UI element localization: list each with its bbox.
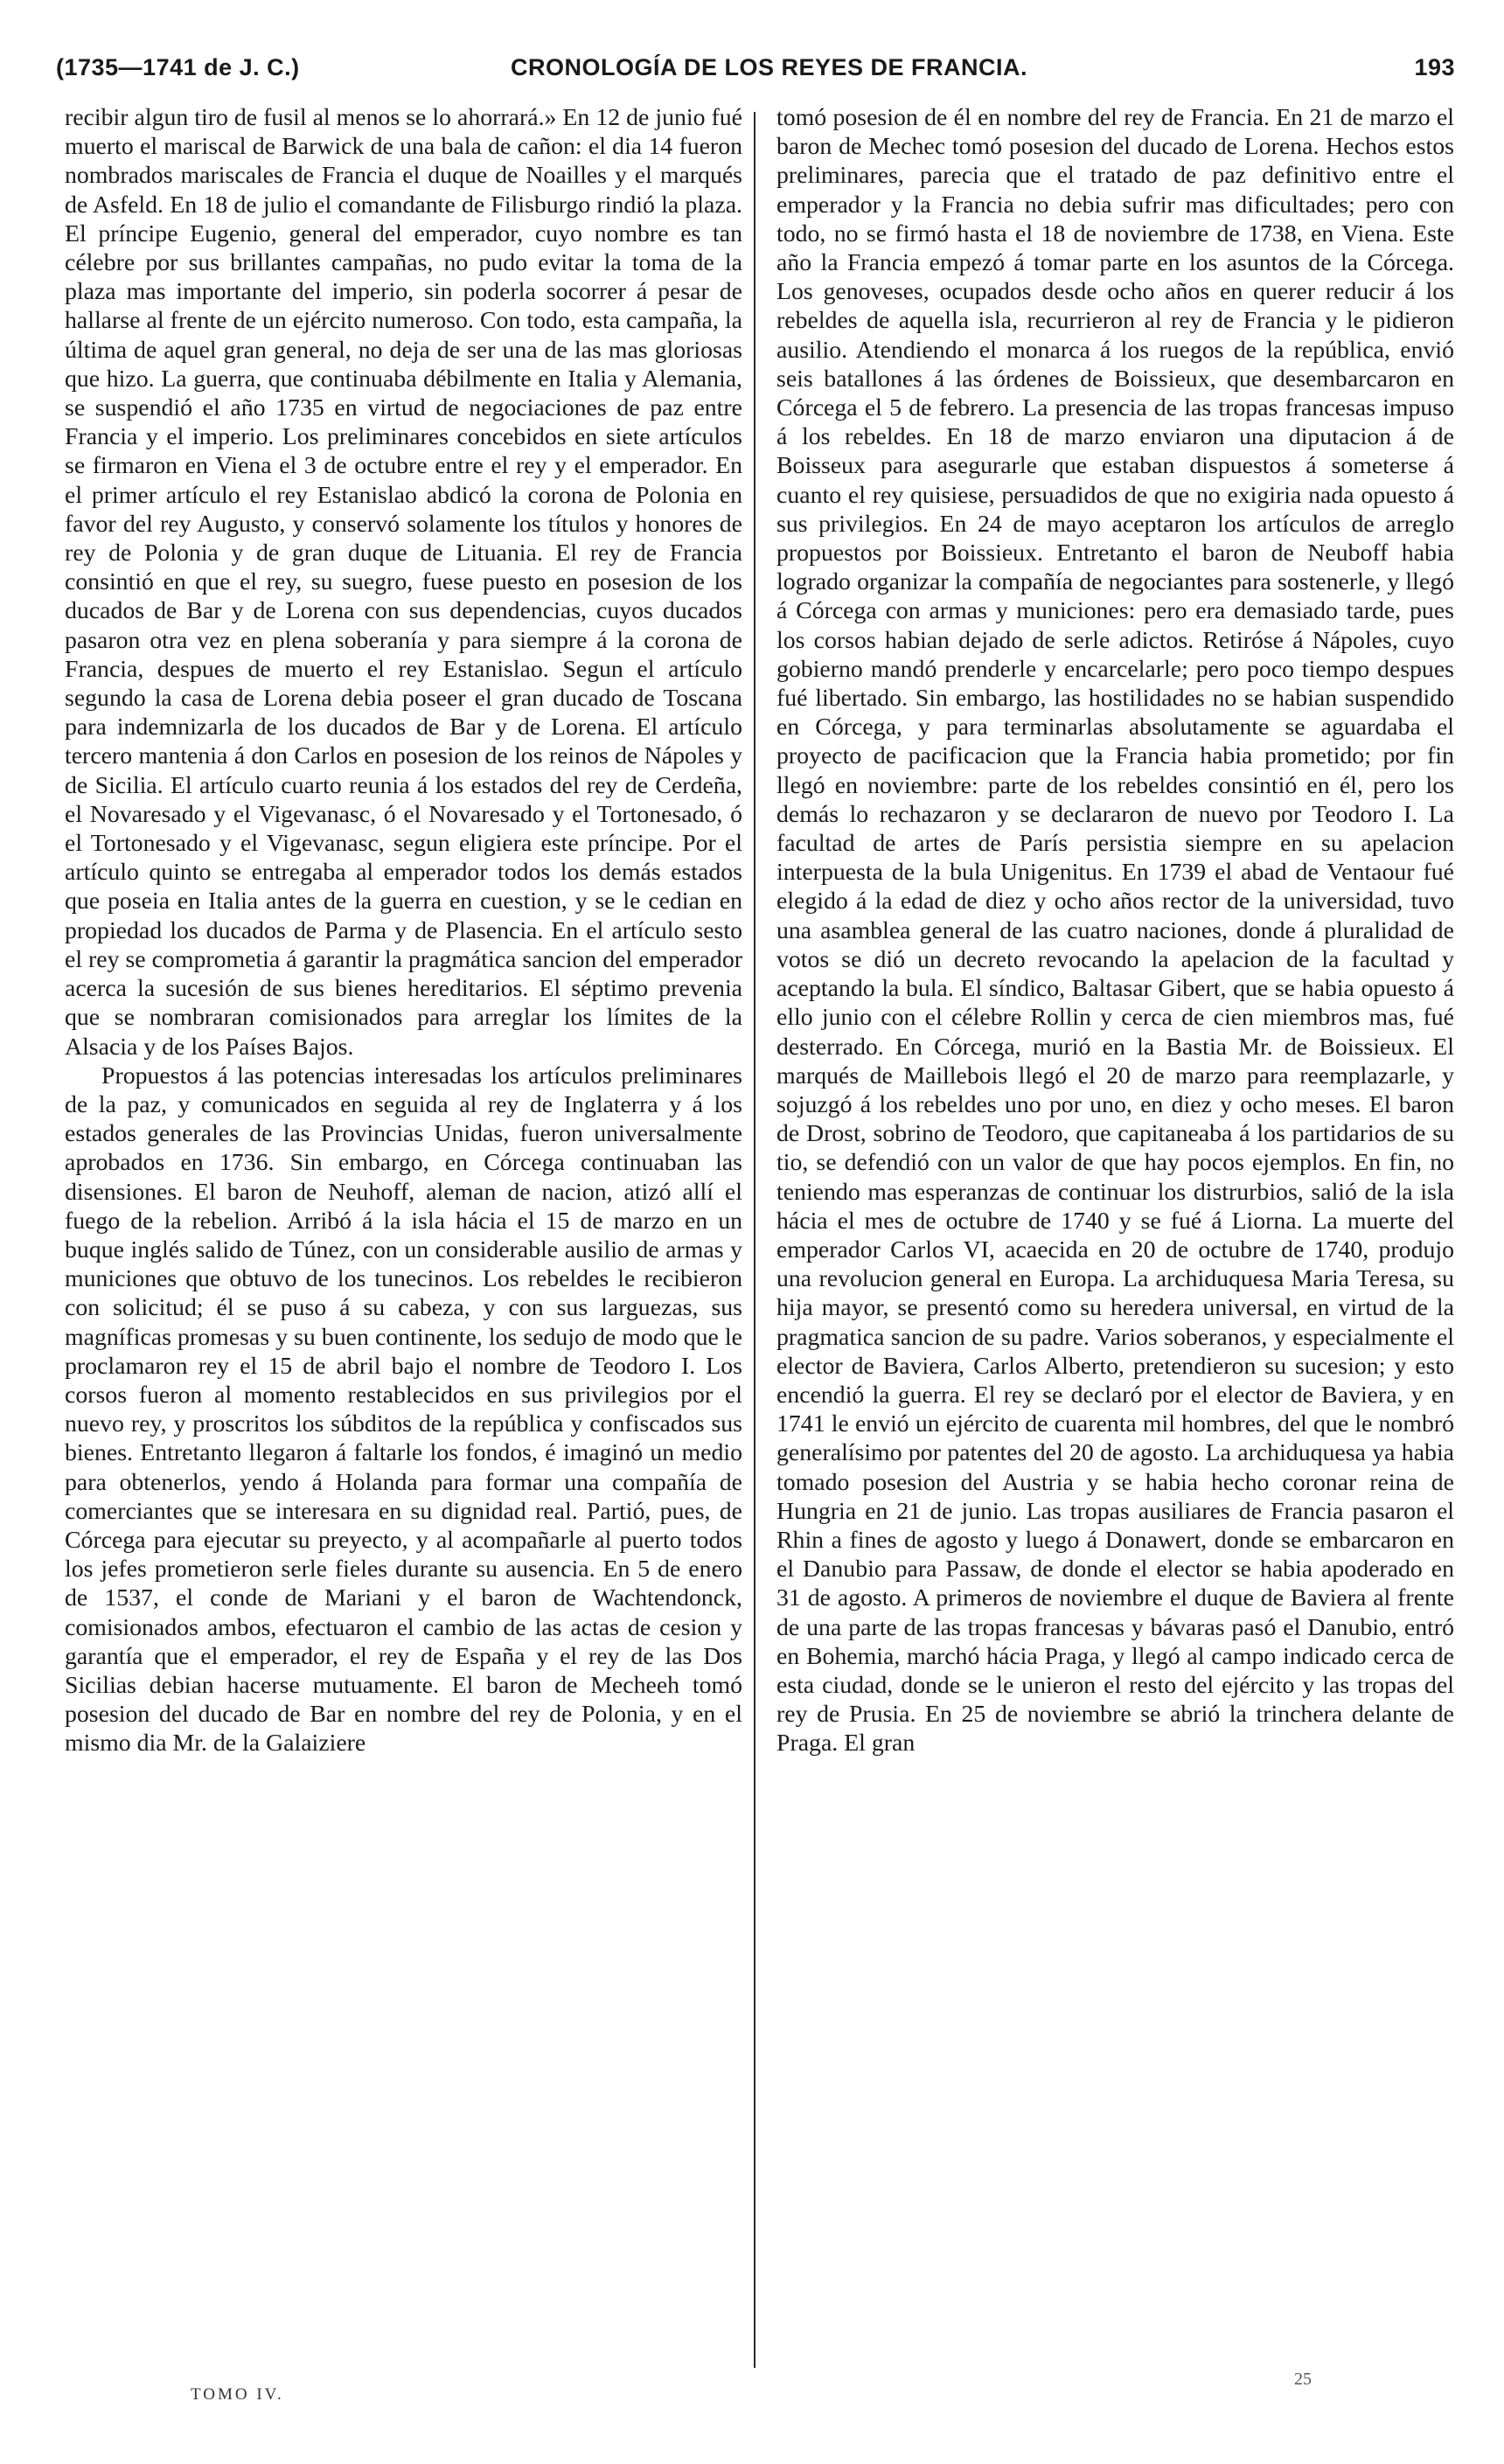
paragraph: Propuestos á las potencias interesadas los artículos preliminares de la paz, y comunicados en seguida al rey de Inglaterra y á los estados generales de las Provincias Unidas, fueron universalmente aprobados en 1736. Sin embargo, en Córcega continuaban las disensiones. El baron de Neuhoff, aleman de nacion, atizó allí el fuego de la rebelion. Arribó á la isla hácia el 15 de marzo en un buque inglés salido de Túnez, con un considerable ausilio de armas y municiones que obtuvo de los tunecinos. Los rebeldes le recibieron con solicitud; él se puso á su cabeza, y con sus larguezas, sus magníficas promesas y su buen continente, los sedujo de modo que le proclamaron rey el 15 de abril bajo el nombre de Teodoro I. Los corsos fueron al momento restablecidos en sus privilegios por el nuevo rey, y proscritos los súbditos de la república y confiscados sus bienes. Entretanto llegaron á faltarle los fondos, é imaginó un medio para obtenerlos, yendo á Holanda para formar una compañía de comerciantes que se interesara en su dignidad real. Partió, pues, de Córcega para ejecutar su preyecto, y al acompañarle al puerto todos los jefes prometieron serle fieles durante su ausencia. En 5 de enero de 1537, el conde de Mariani y el baron de Wachtendonck, comisionados ambos, efectuaron el cambio de las actas de cesion y garantía que el emperador, el rey de España y el rey de las Dos Sicilias debian hacerse mutuamente. El baron de Mecheeh tomó posesion del ducado de Bar en nombre del rey de Polonia, y en el mismo dia Mr. de la Galaiziere: [65, 1061, 742, 1758]
column-divider: [754, 112, 755, 2368]
header-title: CRONOLOGÍA DE LOS REYES DE FRANCIA.: [511, 54, 1028, 80]
right-column: [776, 103, 1454, 2377]
signature-mark: 25: [1294, 2370, 1312, 2389]
volume-label: TOMO IV.: [191, 2385, 284, 2404]
paragraph: recibir algun tiro de fusil al menos se lo ahorrará.» En 12 de junio fué muerto el mariscal de Barwick de una bala de cañon: el dia 14 fueron nombrados mariscales de Francia el duque de Noailles y el marqués de Asfeld. En 18 de julio el comandante de Filisburgo rindió la plaza. El príncipe Eugenio, general del emperador, cuyo nombre es tan célebre por sus brillantes campañas, no pudo evitar la toma de la plaza mas importante del imperio, sin poderla socorrer á pesar de hallarse al frente de un ejército numeroso. Con todo, esta campaña, la última de aquel gran general, no deja de ser una de las mas gloriosas que hizo. La guerra, que continuaba débilmente en Italia y Alemania, se suspendió el año 1735 en virtud de negociaciones de paz entre Francia y el imperio. Los preliminares concebidos en siete artículos se firmaron en Viena el 3 de octubre entre el rey y el emperador. En el primer artículo el rey Estanislao abdicó la corona de Polonia en favor del rey Augusto, y conservó solamente los títulos y honores de rey de Polonia y de gran duque de Lituania. El rey de Francia consintió en que el rey, su suegro, fuese puesto en posesion de los ducados de Bar y de Lorena con sus dependencias, cuyos ducados pasaron otra vez en plena soberanía y para siempre á la corona de Francia, despues de muerto el rey Estanislao. Segun el artículo segundo la casa de Lorena debia poseer el gran ducado de Toscana para indemnizarla de los ducados de Bar y de Lorena. El artículo tercero mantenia á don Carlos en posesion de los reinos de Nápoles y de Sicilia. El artículo cuarto reunia á los estados del rey de Cerdeña, el Novaresado y el Vigevanasc, ó el Novaresado y el Tortonesado, ó el Tortonesado y el Vigevanasc, segun eligiera este príncipe. Por el artículo quinto se entregaba al emperador todos los demás estados que poseia en Italia antes de la guerra en cuestion, y se le cedian en propiedad los ducados de Parma y de Plasencia. En el artículo sesto el rey se comprometia á garantir la pragmática sancion del emperador acerca la sucesión de sus bienes hereditarios. El séptimo prevenia que se nombraran comisionados para arreglar los límites de la Alsacia y de los Países Bajos.: [65, 104, 742, 1061]
running-header: [56, 54, 1455, 94]
left-column: [65, 103, 742, 2377]
header-date-range: (1735—1741 de J. C.): [56, 54, 300, 80]
page-number: 193: [1414, 54, 1455, 80]
paragraph: tomó posesion de él en nombre del rey de Francia. En 21 de marzo el baron de Mechec tomó posesion del ducado de Lorena. Hechos estos preliminares, parecia que el tratado de paz definitivo entre el emperador y la Francia no debia sufrir mas dificultades; pero con todo, no se firmó hasta el 18 de noviembre de 1738, en Viena. Este año la Francia empezó á tomar parte en los asuntos de la Córcega. Los genoveses, ocupados desde ocho años en querer reducir á los rebeldes de aquella isla, recurrieron al rey de Francia y le pidieron ausilio. Atendiendo el monarca á los ruegos de la república, envió seis batallones á las órdenes de Boissieux, que desembarcaron en Córcega el 5 de febrero. La presencia de las tropas francesas impuso á los rebeldes. En 18 de marzo enviaron una diputacion á de Boisseux para asegurarle que estaban dispuestos á someterse á cuanto el rey quisiese, persuadidos de que no exigiria nada opuesto á sus privilegios. En 24 de mayo aceptaron los artículos de arreglo propuestos por Boissieux. Entretanto el baron de Neuboff habia logrado organizar la compañía de negociantes para sostenerle, y llegó á Córcega con armas y municiones: pero era demasiado tarde, pues los corsos habian dejado de serle adictos. Retiróse á Nápoles, cuyo gobierno mandó prenderle y encarcelarle; pero poco tiempo despues fué libertado. Sin embargo, las hostilidades no se habian suspendido en Córcega, y para terminarlas absolutamente se aguardaba el proyecto de pacificacion que la Francia habia prometido; por fin llegó en noviembre: parte de los rebeldes consintió en él, pero los demás lo rechazaron y se declararon de nuevo por Teodoro I. La facultad de artes de París persistia siempre en su apelacion interpuesta de la bula Unigenitus. En 1739 el abad de Ventaour fué elegido á la edad de diez y ocho años rector de la universidad, tuvo una asamblea general de las cuatro naciones, donde á pluralidad de votos se dió un decreto revocando la apelacion de la facultad y aceptando la bula. El síndico, Baltasar Gibert, que se habia opuesto á ello junio con el célebre Rollin y cerca de cien miembros mas, fué desterrado. En Córcega, murió en la Bastia Mr. de Boissieux. El marqués de Maillebois llegó el 20 de marzo para reemplazarle, y sojuzgó á los rebeldes uno por uno, en diez y ocho meses. El baron de Drost, sobrino de Teodoro, que capitaneaba á los partidarios de su tio, se defendió con un valor de que hay pocos ejemplos. En fin, no teniendo mas esperanzas de continuar los distrurbios, salió de la isla hácia el mes de octubre de 1740 y se fué á Liorna. La muerte del emperador Carlos VI, acaecida en 20 de octubre de 1740, produjo una revolucion general en Europa. La archiduquesa Maria Teresa, su hija mayor, se presentó como su heredera universal, en virtud de la pragmatica sancion de su padre. Varios soberanos, y especialmente el elector de Baviera, Carlos Alberto, pretendieron su sucesion; y esto encendió la guerra. El rey se declaró por el elector de Baviera, y en 1741 le envió un ejército de cuarenta mil hombres, del que le nombró generalísimo por patentes del 20 de agosto. La archiduquesa ya habia tomado posesion del Austria y se habia hecho coronar reina de Hungria en 21 de junio. Las tropas ausiliares de Francia pasaron el Rhin a fines de agosto y luego á Donawert, donde se embarcaron en el Danubio para Passaw, de donde el elector se habia apoderado en 31 de agosto. A primeros de noviembre el duque de Baviera al frente de una parte de las tropas francesas y bávaras pasó el Danubio, entró en Bohemia, marchó hácia Praga, y llegó al campo indicado cerca de esta ciudad, donde se le unieron el resto del ejército y las tropas del rey de Prusia. En 25 de noviembre se abrió la trinchera delante de Praga. El gran: [776, 104, 1454, 1758]
